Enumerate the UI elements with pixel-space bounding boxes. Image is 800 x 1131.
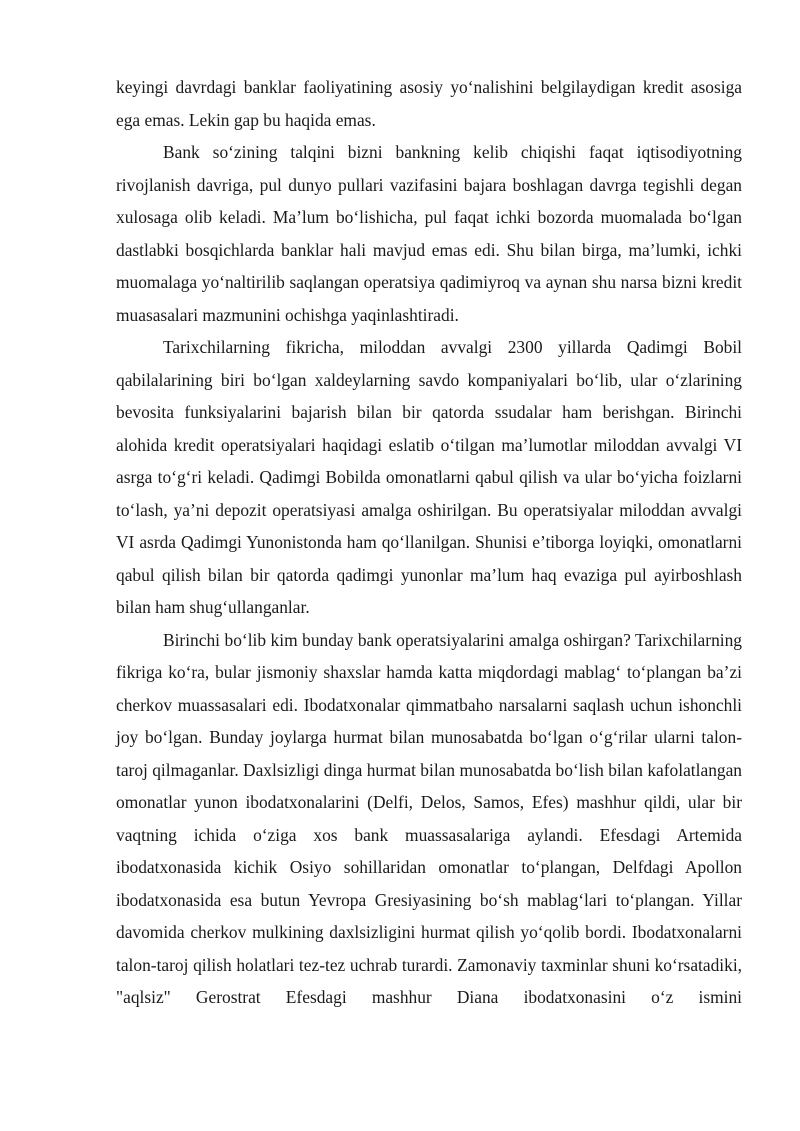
paragraph-historians: Tarixchilarning fikricha, miloddan avvalgi 2300 yillarda Qadimgi Bobil qabilalarining biri bo‘lgan xaldeylarning savdo kompaniyalari bo‘lib, ular o‘zlarining bevosita funksiyalarini bajarish bilan bir qatorda ssudalar ham berishgan. Birinchi alohida kredit operatsiyalari haqidagi eslatib o‘tilgan ma’lumotlar miloddan avvalgi VI asrga to‘g‘ri keladi. Qadimgi Bobilda omonatlarni qabul qilish va ular bo‘yicha foizlarni to‘lash, ya’ni depozit operatsiyasi amalga oshirilgan. Bu operatsiyalar miloddan avvalgi VI asrda Qadimgi Yunonistonda ham qo‘llanilgan. Shunisi e’tiborga loyiqki, omonatlarni qabul qilish bilan bir qatorda qadimgi yunonlar ma’lum haq evaziga pul ayirboshlash bilan ham shug‘ullanganlar. — [116, 337, 742, 617]
paragraph-bank-word: Bank so‘zining talqini bizni bankning kelib chiqishi faqat iqtisodiyotning rivojlanish davriga, pul dunyo pullari vazifasini bajara boshlagan davrga tegishli degan xulosaga olib keladi. Ma’lum bo‘lishicha, pul faqat ichki bozorda muomalada bo‘lgan dastlabki bosqichlarda banklar hali mavjud emas edi. Shu bilan birga, ma’lumki, ichki muomalaga yo‘naltirilib saqlangan operatsiya qadimiyroq va aynan shu narsa bizni kredit muasasalari mazmunini ochishga yaqinlashtiradi. — [116, 142, 742, 325]
paragraph-first-operations: Birinchi bo‘lib kim bunday bank operatsiyalarini amalga oshirgan? Tarixchilarning fikriga ko‘ra, bular jismoniy shaxslar hamda katta miqdordagi mablag‘ to‘plangan ba’zi cherkov muassasalari edi. Ibodatxonalar qimmatbaho narsalarni saqlash uchun ishonchli joy bo‘lgan. Bunday joylarga hurmat bilan munosabatda bo‘lgan o‘g‘rilar ularni talon-taroj qilmaganlar. Daxlsizligi dinga hurmat bilan munosabatda bo‘lish bilan kafolatlangan omonatlar yunon ibodatxonalarini (Delfi, Delos, Samos, Efes) mashhur qildi, ular bir vaqtning ichida o‘ziga xos bank muassasalariga aylandi. Efesdagi Artemida ibodatxonasida kichik Osiyo sohillaridan omonatlar to‘plangan, Delfdagi Apollon ibodatxonasida esa butun Yevropa Gresiyasining bo‘sh mablag‘lari to‘plangan. Yillar davomida cherkov mulkining daxlsizligini hurmat qilish yo‘qolib bordi. Ibodatxonalarni talon-taroj qilish holatlari tez-tez uchrab turardi. Zamonaviy taxminlar shuni ko‘rsatadiki, "aqlsiz" Gerostrat Efesdagi mashhur Diana ibodatxonasini o‘z ismini — [116, 629, 742, 1007]
document-page — [116, 71, 742, 1014]
paragraph-continuation: keyingi davrdagi banklar faoliyatining asosiy yo‘nalishini belgilaydigan kredit asosiga ega emas. Lekin gap bu haqida emas. — [116, 77, 742, 130]
